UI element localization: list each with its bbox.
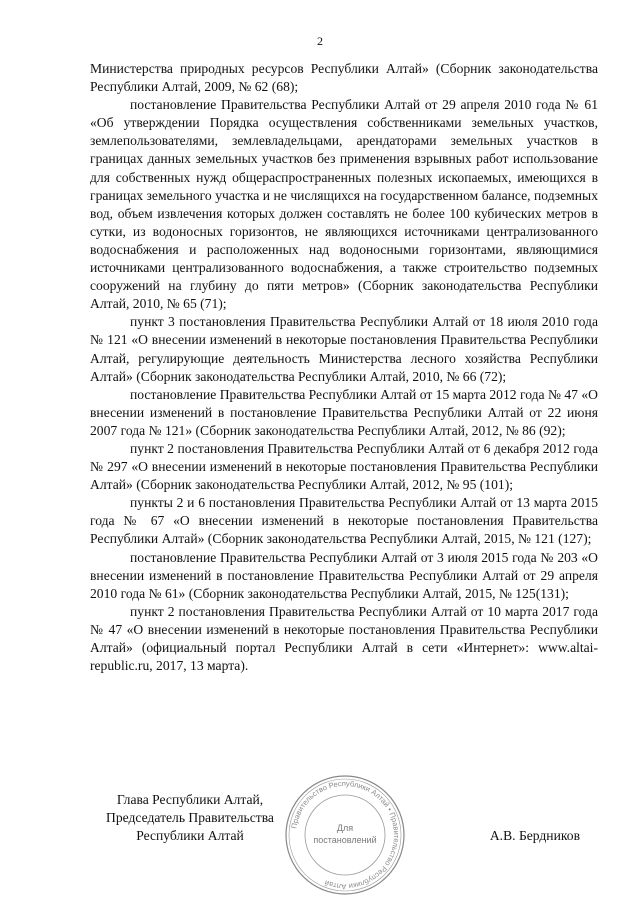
- paragraph: постановление Правительства Республики Алтай от 3 июля 2015 года № 203 «О внесении изменений в постановление Правительства Республики Алтай от 29 апреля 2010 года № 61» (Сборник законодательства Республики Алтай, 2015, № 125(131);: [90, 549, 598, 601]
- paragraph: постановление Правительства Республики Алтай от 15 марта 2012 года № 47 «О внесении изменений в постановление Правительства Республики Алтай от 22 июня 2007 года № 121» (Сборник законодательства Республики Алтай, 2012, № 86 (92);: [90, 386, 598, 438]
- seal-center-line: постановлений: [313, 835, 377, 845]
- official-seal-stamp: [283, 773, 407, 897]
- paragraph: постановление Правительства Республики Алтай от 29 апреля 2010 года № 61 «Об утверждении Порядка осуществления собственниками земельных участков, землепользователями, землевладельцами, арендаторами земельных участков в границах данных земельных участков без применения взрывных работ использование для собственных нужд общераспространенных полезных ископаемых, имеющихся в границах земельного участка и не числящихся на государственном балансе, подземных вод, объем извлечения которых должен составлять не более 100 кубических метров в сутки, из водоносных горизонтов, не являющихся источниками централизованного водоснабжения и расположенных над водоносными горизонтами, являющимися источниками централизованного водоснабжения, а также строительство подземных сооружений на глубину до пяти метров» (Сборник законодательства Республики Алтай, 2010, № 65 (71);: [90, 97, 598, 312]
- seal-center-line: Для: [336, 823, 354, 833]
- page-number: 2: [317, 34, 323, 48]
- document-body: [90, 60, 598, 675]
- paragraph: пункт 3 постановления Правительства Республики Алтай от 18 июля 2010 года № 121 «О внесении изменений в некоторые постановления Правительства Республики Алтай, регулирующие деятельность Министерства лесного хозяйства Республики Алтай» (Сборник законодательства Республики Алтай, 2010, № 66 (72);: [90, 314, 598, 384]
- signatory-title: [90, 791, 290, 845]
- signatory-title-line: Республики Алтай: [136, 828, 244, 844]
- seal-ring-text: Правительство Республики Алтай • Правительство Республики Алтай: [289, 778, 402, 892]
- signatory-title-line: Глава Республики Алтай,: [116, 792, 264, 807]
- paragraph: пункт 2 постановления Правительства Республики Алтай от 10 марта 2017 года № 47 «О внесении изменений в некоторые постановления Правительства Республики Алтай» (официальный портал Республики Алтай в сети «Интернет»: www.altai-republic.ru, 2017, 13 марта).: [90, 603, 598, 674]
- signatory-name: А.В. Бердников: [489, 828, 580, 843]
- paragraph: пункты 2 и 6 постановления Правительства Республики Алтай от 13 марта 2015 года № 67 «О внесении изменений в некоторые постановления Правительства Республики Алтай» (Сборник законодательства Республики Алтай, 2015, № 121 (127);: [90, 495, 598, 547]
- signatory-title-line: Председатель Правительства: [106, 810, 274, 826]
- paragraph: Министерства природных ресурсов Республики Алтай» (Сборник законодательства Республики Алтай, 2009, № 62 (68);: [90, 61, 598, 95]
- paragraph: пункт 2 постановления Правительства Республики Алтай от 6 декабря 2012 года № 297 «О внесении изменений в некоторые постановления Правительства Республики Алтай» (Сборник законодательства Республики Алтай, 2012, № 95 (101);: [90, 440, 598, 493]
